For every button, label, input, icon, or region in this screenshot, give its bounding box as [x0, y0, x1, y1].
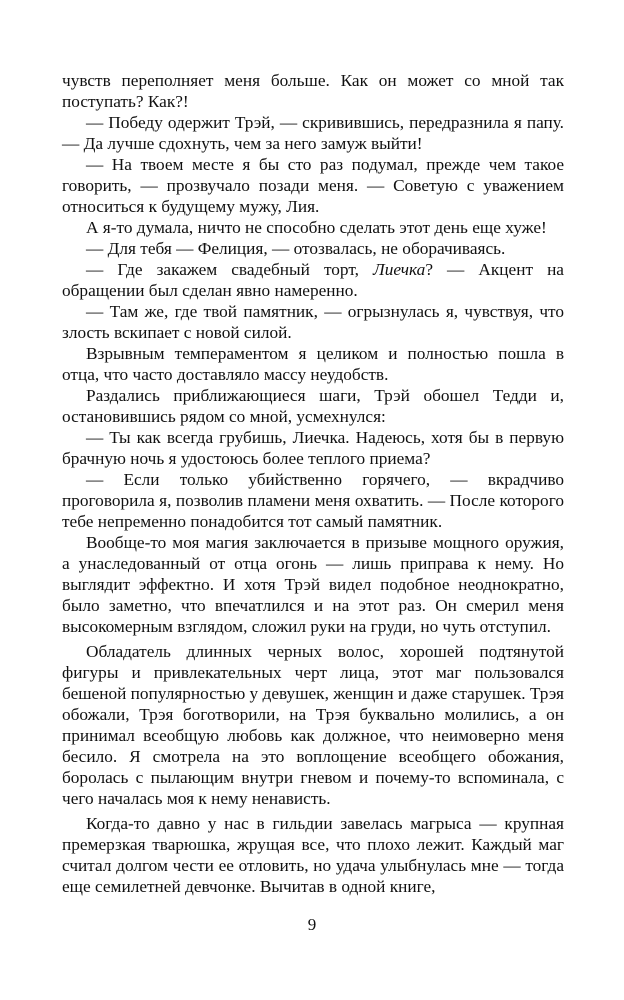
paragraph: — На твоем месте я бы сто раз подумал, прежде чем такое говорить, — прозвучало позади меня. — Советую с уважением относиться к будущему мужу, Лия. [62, 155, 564, 216]
paragraph: — Если только убийственно горячего, — вкрадчиво проговорила я, позволив пламени меня охватить. — После которого тебе непременно понадобится тот самый памятник. [62, 470, 564, 531]
paragraph-text: — Где закажем свадебный торт, [86, 260, 373, 279]
paragraph: — Победу одержит Трэй, — скривившись, передразнила я папу. — Да лучше сдохнуть, чем за него замуж выйти! [62, 113, 564, 153]
italic-name: Лиечка [372, 260, 426, 279]
paragraph: Взрывным темпераментом я целиком и полностью пошла в отца, что часто доставляло массу неудобств. [62, 344, 564, 384]
paragraph: чувств переполняет меня больше. Как он может со мной так поступать? Как?! [62, 71, 564, 111]
page-number: 9 [307, 915, 317, 934]
paragraph: — Для тебя — Фелиция, — отозвалась, не оборачиваясь. [86, 239, 506, 258]
paragraph-text: ? — Акцент на обращении был сделан явно намеренно. [62, 260, 564, 300]
page-text [62, 70, 564, 897]
paragraph: Раздались приближающиеся шаги, Трэй обошел Тедди и, остановившись рядом со мной, усмехнулся: [62, 386, 564, 426]
paragraph: Вообще-то моя магия заключается в призыве мощного оружия, а унаследованный от отца огонь — лишь приправа к нему. Но выглядит эффектно. И хотя Трэй видел подобное неоднократно, было заметно, что впечатлился и на этот раз. Он смерил меня высокомерным взглядом, сложил руки на груди, но чуть отступил. [62, 533, 564, 636]
paragraph: Когда-то давно у нас в гильдии завелась магрыса — крупная премерзкая тварюшка, жрущая все, что плохо лежит. Каждый маг считал долгом чести ее отловить, но удача улыбнулась мне — тогда еще семилетней девчонке. Вычитав в одной книге, [62, 814, 564, 896]
paragraph: — Ты как всегда грубишь, Лиечка. Надеюсь, хотя бы в первую брачную ночь я удостоюсь более теплого приема? [62, 428, 564, 468]
paragraph: А я-то думала, ничто не способно сделать этот день еще хуже! [86, 218, 547, 237]
paragraph [62, 259, 564, 301]
paragraph: Обладатель длинных черных волос, хорошей подтянутой фигуры и привлекательных черт лица, этот маг пользовался бешеной популярностью у девушек, женщин и даже старушек. Трэя обожали, Трэя боготворили, на Трэя буквально молились, а он принимал всеобщую любовь как должное, что неимоверно меня бесило. Я смотрела на это воплощение всеобщего обожания, боролась с пылающим внутри гневом и почему-то вспоминала, с чего началась моя к нему ненависть. [62, 642, 564, 808]
paragraph: — Там же, где твой памятник, — огрызнулась я, чувствуя, что злость вскипает с новой силой. [62, 302, 564, 342]
